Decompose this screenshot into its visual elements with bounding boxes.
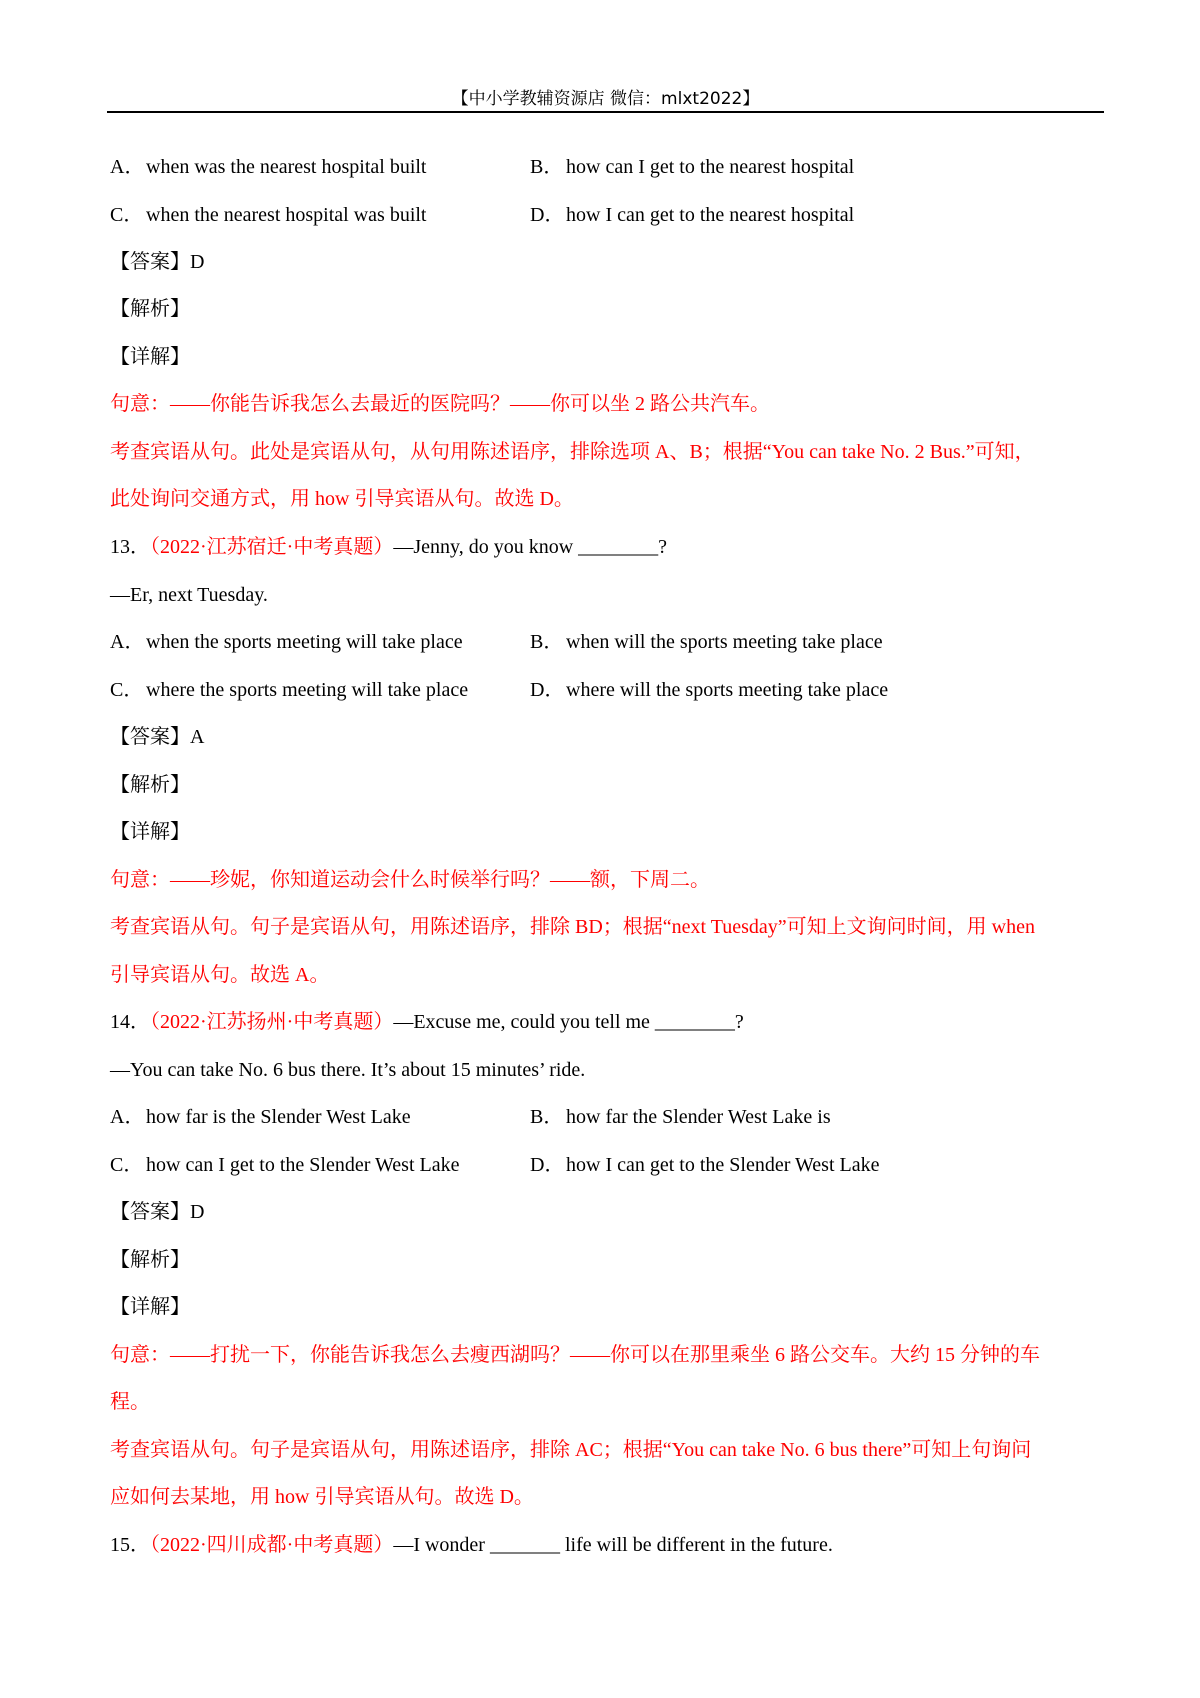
q12-explanation-line-1: 考查宾语从句。此处是宾语从句，从句用陈述语序，排除选项 A、B；根据“You can take No. 2 Bus.”可知， [110,441,1035,463]
q14-reply: —You can take No. 6 bus there. It’s about 15 minutes’ ride. [110,1059,586,1081]
q13-explanation-line-2: 引导宾语从句。故选 A。 [110,964,330,986]
q13-option-row-1 [110,630,883,654]
q13-reply: —Er, next Tuesday. [110,584,268,606]
q14-meaning-line-2: 程。 [110,1391,150,1413]
q13-option-a[interactable]: A．when the sports meeting will take place [110,631,463,653]
q15-stem [110,1533,833,1557]
q13-explanation-line-1: 考查宾语从句。句子是宾语从句，用陈述语序，排除 BD；根据“next Tuesday”可知上文询问时间，用 when [110,916,1035,938]
q13-detail-label: 【详解】 [110,821,190,843]
q14-analysis-label: 【解析】 [110,1249,190,1271]
q15-source: （2022·四川成都·中考真题） [150,1534,394,1556]
q12-explanation-line-2: 此处询问交通方式，用 how 引导宾语从句。故选 D。 [110,488,574,510]
q13-option-d[interactable]: D．where will the sports meeting take place [530,679,889,701]
q14-explanation-line-2: 应如何去某地，用 how 引导宾语从句。故选 D。 [110,1486,534,1508]
q12-answer: 【答案】D [110,251,205,273]
q14-option-row-2 [110,1153,880,1177]
q12-option-a[interactable]: A．when was the nearest hospital built [110,156,427,178]
q14-source: （2022·江苏扬州·中考真题） [150,1011,394,1033]
q13-answer: 【答案】A [110,726,205,748]
q14-meaning-line-1: 句意：——打扰一下，你能告诉我怎么去瘦西湖吗？——你可以在那里乘坐 6 路公交车。大约 15 分钟的车 [110,1344,1040,1366]
q13-analysis-label: 【解析】 [110,774,190,796]
q13-option-row-2 [110,678,889,702]
q12-option-row-2 [110,203,855,227]
q15-number: 15． [110,1534,150,1556]
q12-option-b[interactable]: B． how can I get to the nearest hospital [530,156,855,178]
q14-option-row-1 [110,1105,831,1129]
q13-option-b[interactable]: B． when will the sports meeting take place [530,631,883,653]
header-divider [107,111,1104,113]
q14-stem [110,1010,744,1034]
q12-detail-label: 【详解】 [110,346,190,368]
page-header: 【中小学教辅资源店 微信：mlxt2022】 [451,89,760,109]
q15-stem-text: —I wonder _______ life will be different in the future. [393,1534,833,1556]
q14-option-d[interactable]: D．how I can get to the Slender West Lake [530,1154,880,1176]
q12-option-row-1 [110,155,855,179]
q14-option-a[interactable]: A．how far is the Slender West Lake [110,1106,411,1128]
q12-meaning: 句意：——你能告诉我怎么去最近的医院吗？——你可以坐 2 路公共汽车。 [110,393,770,415]
q13-meaning: 句意：——珍妮，你知道运动会什么时候举行吗？——额，下周二。 [110,869,710,891]
q14-option-b[interactable]: B． how far the Slender West Lake is [530,1106,831,1128]
q12-option-d[interactable]: D．how I can get to the nearest hospital [530,204,855,226]
q14-answer: 【答案】D [110,1201,205,1223]
q12-option-c[interactable]: C． when the nearest hospital was built [110,204,427,226]
q14-number: 14． [110,1011,150,1033]
q14-explanation-line-1: 考查宾语从句。句子是宾语从句，用陈述语序，排除 AC；根据“You can take No. 6 bus there”可知上句询问 [110,1439,1032,1461]
q13-source: （2022·江苏宿迁·中考真题） [150,536,394,558]
q12-analysis-label: 【解析】 [110,298,190,320]
q14-detail-label: 【详解】 [110,1296,190,1318]
q13-stem-text: —Jenny, do you know ________? [393,536,668,558]
q14-stem-text: —Excuse me, could you tell me ________? [393,1011,744,1033]
q13-stem [110,535,667,559]
q14-option-c[interactable]: C． how can I get to the Slender West Lake [110,1154,460,1176]
q13-number: 13． [110,536,150,558]
q13-option-c[interactable]: C． where the sports meeting will take place [110,679,469,701]
